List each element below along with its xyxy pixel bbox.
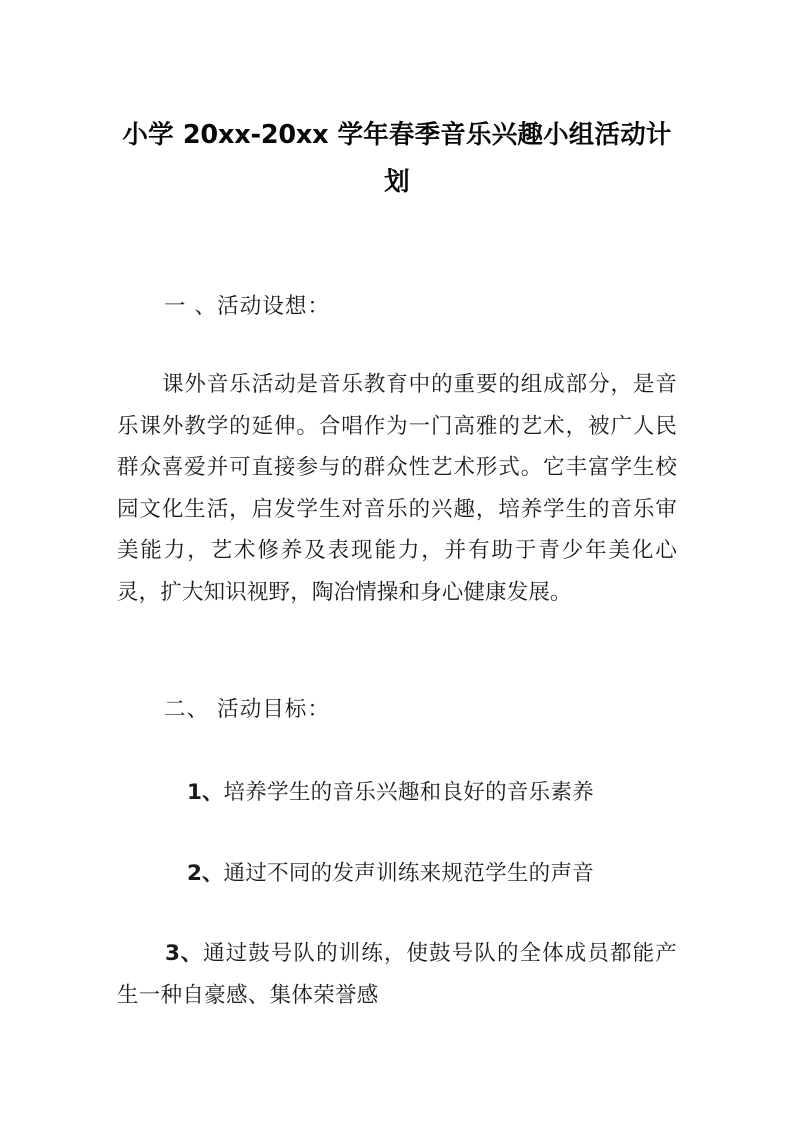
section-heading-activity-concept: 一 、活动设想： [164,294,331,319]
page-title-line2: 计划 [384,120,672,197]
list-item [117,814,677,895]
paragraph-activity-concept: 课外音乐活动是音乐教育中的重要的组成部分，是音乐课外教学的延伸。合唱作为一门高雅的艺术，被广人民群众喜爱并可直接参与的群众性艺术形式。它丰富学生校园文化生活，启发学生对音乐的兴趣，培养学生的音乐审美能力，艺术修养及表现能力，并有助于青少年美化心灵，扩大知识视野，陶冶情操和身心健康发展。 [117,372,677,605]
goal-number-3: 3、 [165,941,204,966]
goal-number-2: 2、 [187,860,224,886]
goal-text-2: 通过不同的发声训练来规范学生的声音 [223,860,595,886]
goal-text-3: 通过鼓号队的训练，使鼓号队的全体成员都能产生一种自豪感、集体荣誉感 [117,941,677,1008]
goal-number-1: 1、 [187,780,224,805]
page-title [117,0,677,206]
page-title-years: 20xx-20xx [182,120,329,150]
goal-text-1: 培养学生的音乐兴趣和良好的音乐素养 [223,780,595,805]
section-heading-activity-goals: 二、 活动目标： [164,697,331,722]
document-content [117,0,677,1016]
list-item [117,730,677,814]
page-title-suffix: 学年春季音乐兴趣小组活动 [328,120,646,150]
page-title-prefix: 小学 [122,120,183,150]
list-item [117,894,677,1016]
